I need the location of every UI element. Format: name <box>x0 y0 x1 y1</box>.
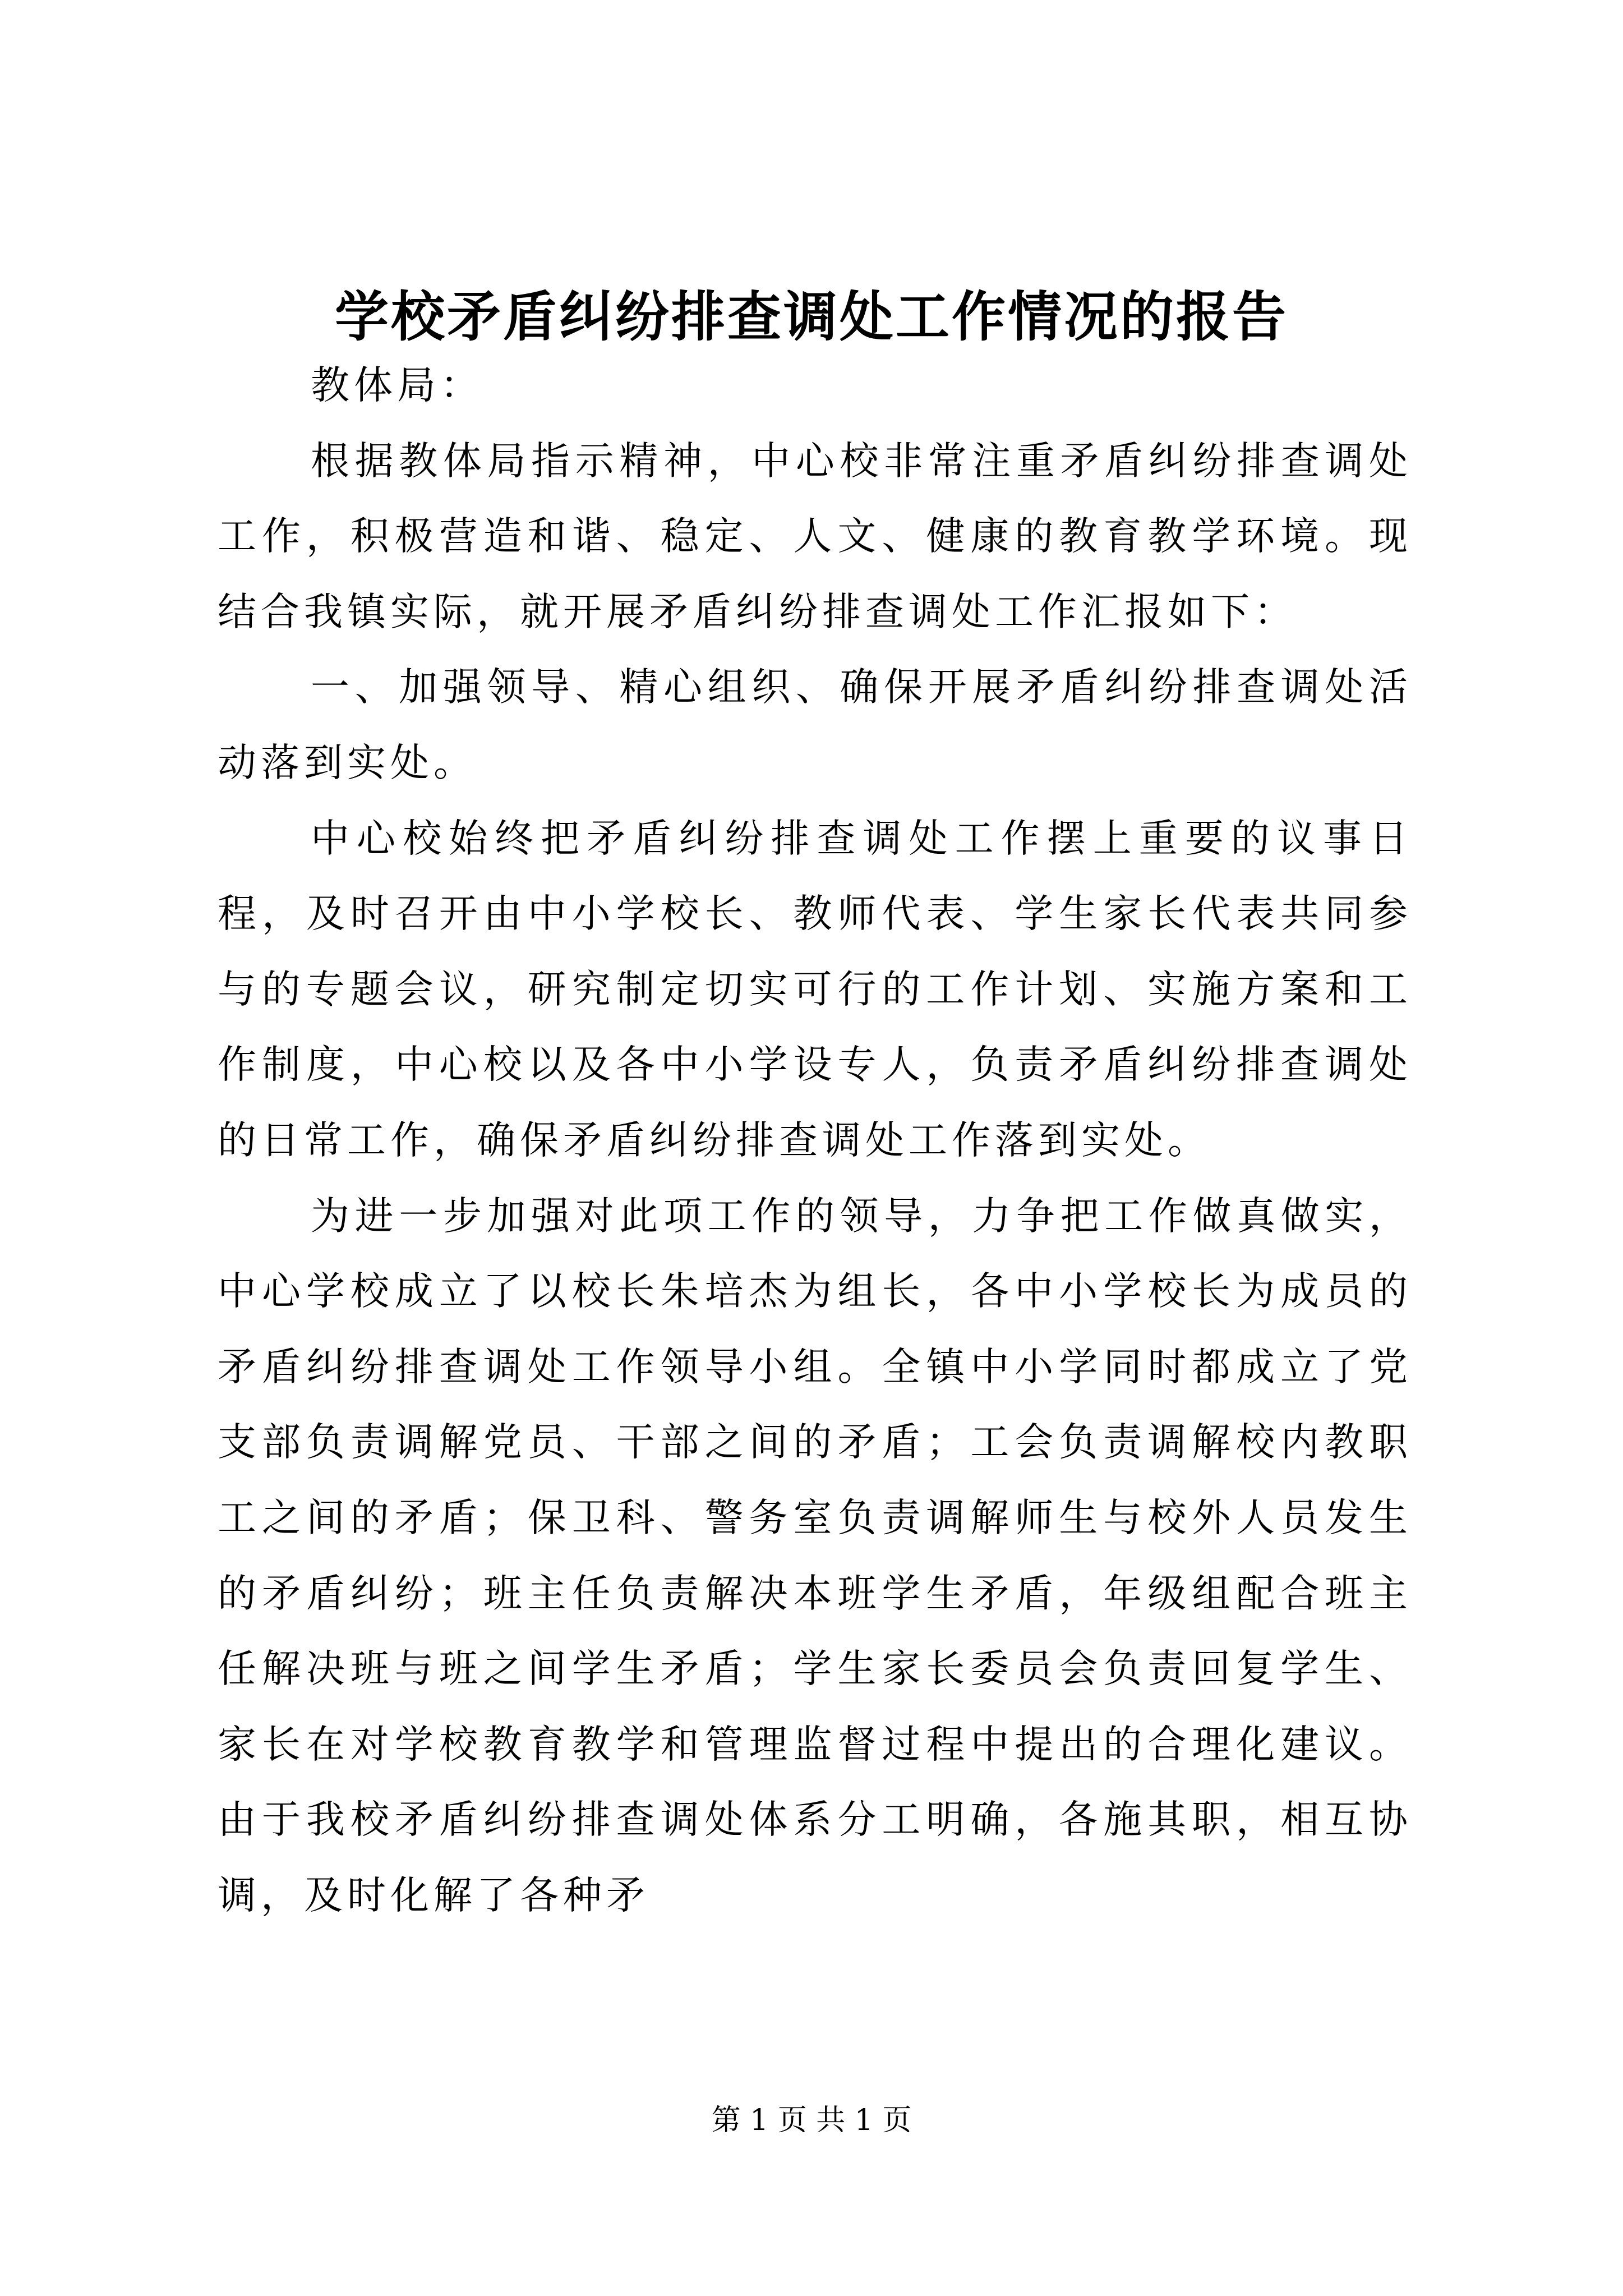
salutation: 教体局： <box>311 363 483 408</box>
paragraph-leadership: 中心校始终把矛盾纠纷排查调处工作摆上重要的议事日程，及时召开由中小学校长、教师代表、学生家长代表共同参与的专题会议，研究制定切实可行的工作计划、实施方案和工作制度，中心校以及各中小学设专人，负责矛盾纠纷排查调处的日常工作，确保矛盾纠纷排查调处工作落到实处。 <box>218 816 1412 1163</box>
paragraph-intro: 根据教体局指示精神，中心校非常注重矛盾纠纷排查调处工作，积极营造和谐、稳定、人文、健康的教育教学环境。现结合我镇实际，就开展矛盾纠纷排查调处工作汇报如下： <box>218 438 1412 634</box>
section-heading-1: 一、加强领导、精心组织、确保开展矛盾纠纷排查调处活动落到实处。 <box>218 665 1412 785</box>
page-footer: 第 1 页 共 1 页 <box>711 2104 912 2137</box>
document-body <box>218 348 1412 1933</box>
paragraph-organization: 为进一步加强对此项工作的领导，力争把工作做真做实，中心学校成立了以校长朱培杰为组长，各中小学校长为成员的矛盾纠纷排查调处工作领导小组。全镇中小学同时都成立了党支部负责调解党员、干部之间的矛盾；工会负责调解校内教职工之间的矛盾；保卫科、警务室负责调解师生与校外人员发生的矛盾纠纷；班主任负责解决本班学生矛盾，年级组配合班主任解决班与班之间学生矛盾；学生家长委员会负责回复学生、家长在对学校教育教学和管理监督过程中提出的合理化建议。由于我校矛盾纠纷排查调处体系分工明确，各施其职，相互协调，及时化解了各种矛 <box>218 1193 1412 1918</box>
document-title: 学校矛盾纠纷排查调处工作情况的报告 <box>335 285 1288 348</box>
